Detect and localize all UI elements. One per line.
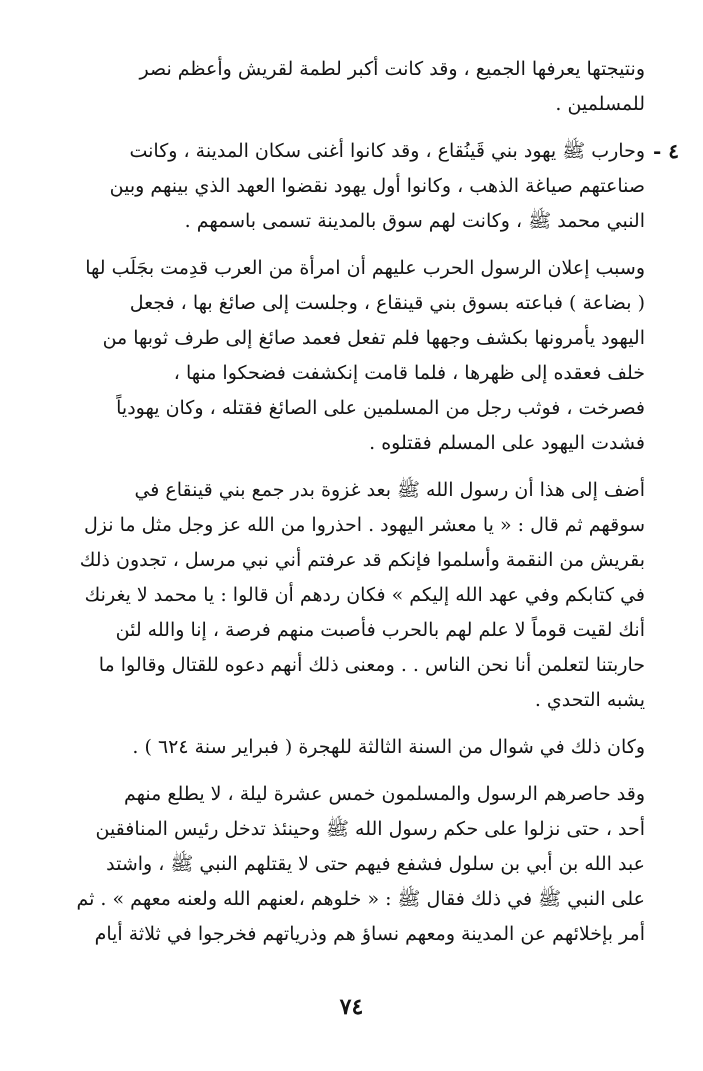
text-line: في كتابكم وفي عهد الله إليكم » فكان ردهم أن قالوا : يا محمد لا يغرنك (84, 584, 645, 606)
book-page (48, 52, 679, 964)
text-line: أحد ، حتى نزلوا على حكم رسول الله ﷺ وحينئذ تدخل رئيس المنافقين (95, 818, 645, 840)
text-line: أنك لقيت قوماً لا علم لهم بالحرب فأصبت منهم فرصة ، إنا والله لئن (115, 619, 645, 641)
text-line: اليهود يأمرونها بكشف وجهها فلم تفعل فعمد صائغ إلى طرف ثوبها من (102, 327, 645, 349)
text-line: أضف إلى هذا أن رسول الله ﷺ بعد غزوة بدر جمع بني قينقاع في (134, 479, 645, 501)
text-line: وسبب إعلان الرسول الحرب عليهم أن امرأة من العرب قدِمت بجَلَب لها (85, 257, 645, 279)
item-number: ٤ - (652, 139, 679, 163)
text-line: يشبه التحدي . (534, 689, 645, 711)
text-line: ونتيجتها يعرفها الجميع ، وقد كانت أكبر لطمة لقريش وأعظم نصر (139, 58, 645, 80)
paragraph-5 (48, 730, 645, 765)
text-line: وقد حاصرهم الرسول والمسلمون خمس عشرة ليلة ، لا يطلع منهم (124, 783, 645, 805)
paragraph-1 (48, 52, 645, 122)
text-line: وكان ذلك في شوال من السنة الثالثة للهجرة ( فبراير سنة ٦٢٤ ) . (132, 736, 645, 758)
text-line: بقريش من النقمة وأسلموا فإنكم قد عرفتم أني نبي مرسل ، تجدون ذلك (79, 549, 645, 571)
paragraph-3 (48, 251, 645, 461)
paragraph-6 (48, 777, 645, 952)
text-line: صناعتهم صياغة الذهب ، وكانوا أول يهود نقضوا العهد الذي بينهم وبين (109, 175, 645, 197)
text-line: خلف فعقده إلى ظهرها ، فلما قامت إنكشفت فضحكوا منها ، (173, 362, 645, 384)
text-line: على النبي ﷺ في ذلك فقال ﷺ : « خلوهم ،لعنهم الله ولعنه معهم » . ثم (76, 888, 645, 910)
page-number: ٧٤ (339, 994, 364, 1020)
text-line: ( بضاعة ) فباعته بسوق بني قينقاع ، وجلست إلى صائغ بها ، فجعل (129, 292, 645, 314)
text-line: أمر بإخلائهم عن المدينة ومعهم نساؤ هم وذرياتهم فخرجوا في ثلاثة أيام (94, 923, 645, 945)
text-line: فشدت اليهود على المسلم فقتلوه . (369, 432, 645, 454)
text-line: سوقهم ثم قال : « يا معشر اليهود . احذروا من الله عز وجل مثل ما نزل (83, 514, 645, 536)
paragraph-4 (48, 473, 645, 718)
text-line: فصرخت ، فوثب رجل من المسلمين على الصائغ فقتله ، وكان يهودياً (116, 397, 645, 419)
text-line: النبي محمد ﷺ ، وكانت لهم سوق بالمدينة تسمى باسمهم . (184, 210, 645, 232)
text-line: حاربتنا لتعلمن أنا نحن الناس . . ومعنى ذلك أنهم دعوه للقتال وقالوا ما (98, 654, 645, 676)
numbered-paragraph-4 (48, 134, 679, 239)
text-line: للمسلمين . (555, 93, 645, 115)
text-line: عبد الله بن أبي بن سلول فشفع فيهم حتى لا يقتلهم النبي ﷺ ، واشتد (106, 853, 645, 875)
text-line: وحارب ﷺ يهود بني قَينُقاع ، وقد كانوا أغنى سكان المدينة ، وكانت (129, 140, 645, 162)
